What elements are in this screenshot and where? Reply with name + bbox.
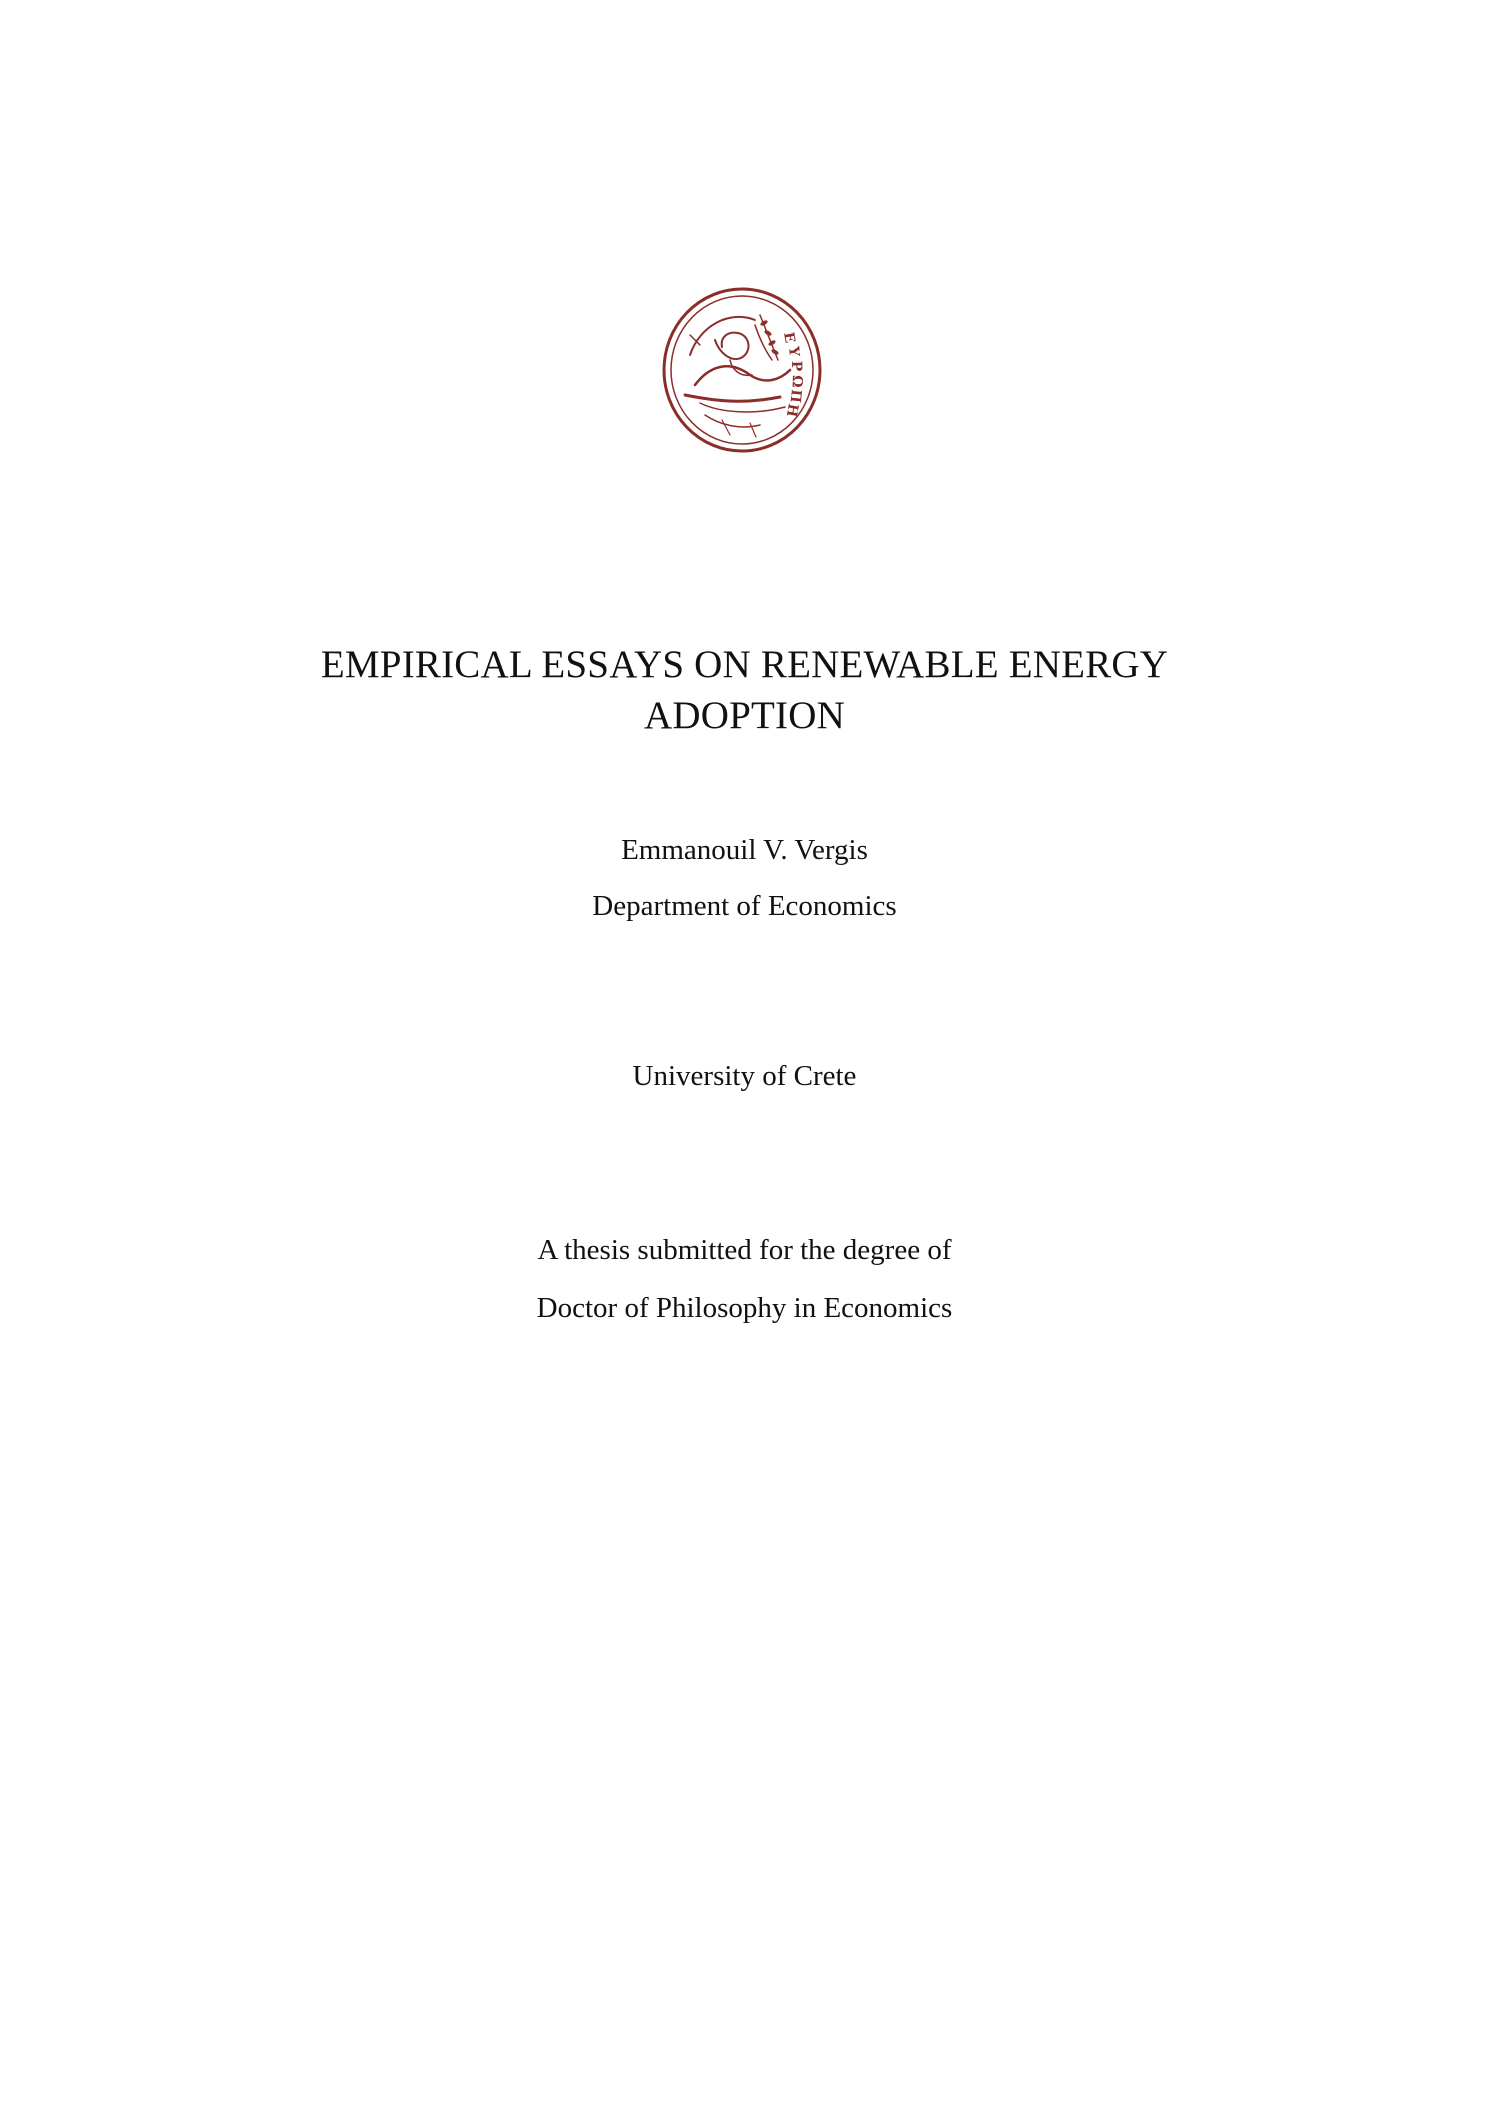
svg-text:Ε: Ε: [780, 330, 798, 345]
svg-text:Υ: Υ: [785, 345, 802, 358]
author-name: Emmanouil V. Vergis: [621, 834, 868, 866]
svg-text:Η: Η: [782, 402, 801, 419]
svg-text:Ρ: Ρ: [788, 360, 805, 372]
svg-text:Π: Π: [786, 388, 804, 404]
degree-statement-line-2: Doctor of Philosophy in Economics: [536, 1292, 953, 1324]
svg-text:Ω: Ω: [788, 374, 805, 388]
university-seal-icon: [660, 285, 825, 455]
university-name: University of Crete: [632, 1060, 857, 1092]
degree-statement-line-1: A thesis submitted for the degree of: [537, 1234, 952, 1266]
department-name: Department of Economics: [592, 890, 897, 922]
thesis-title-line-2: ADOPTION: [644, 694, 845, 737]
thesis-title-line-1: EMPIRICAL ESSAYS ON RENEWABLE ENERGY: [320, 643, 1169, 686]
